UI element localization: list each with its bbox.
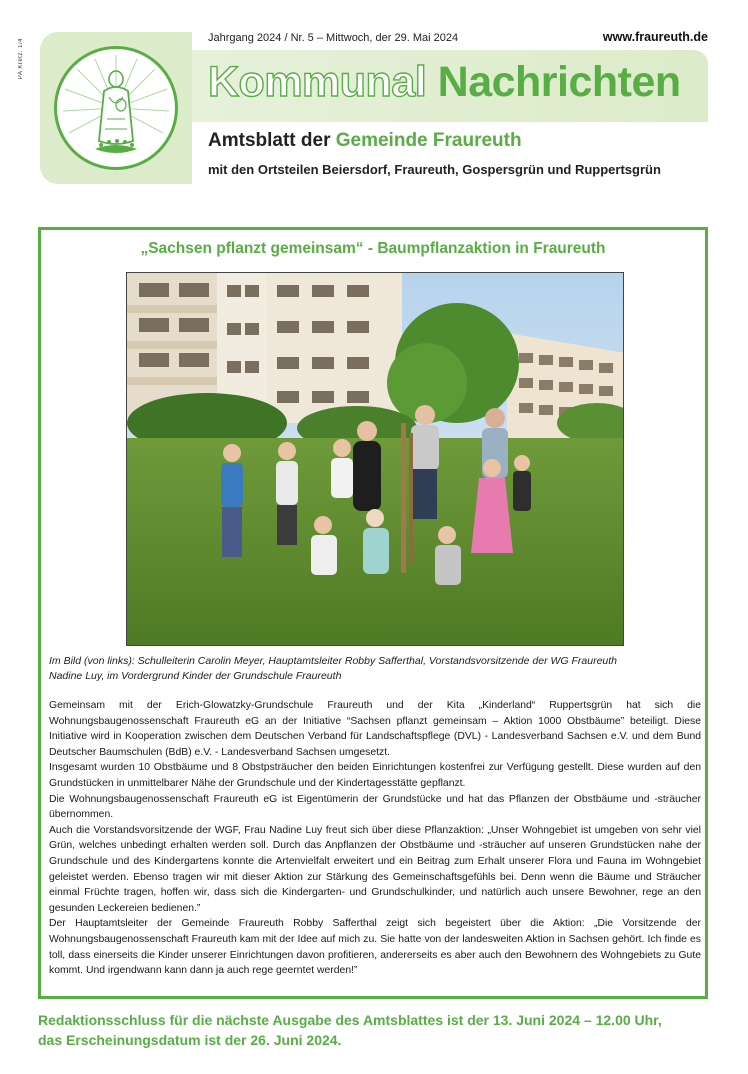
editorial-deadline-notice (38, 1010, 718, 1050)
article-box (38, 227, 708, 999)
caption-line: Nadine Luy, im Vordergrund Kinder der Grundschule Fraureuth (49, 670, 342, 682)
side-code: PA Kretz. 1/4 (18, 38, 24, 80)
masthead-title-part1: Kommunal (208, 58, 427, 106)
website-link[interactable]: www.fraureuth.de (602, 30, 708, 44)
subtitle-municipality: Gemeinde Fraureuth (335, 130, 522, 151)
masthead-subtitle (208, 130, 522, 152)
article-paragraph: Insgesamt wurden 10 Obstbäume und 8 Obstpsträucher den beiden Einrichtungen kostenfrei zur Verfügung gestellt. Diese wurden auf den Grundstücken in unmittelbarer Nähe der Grundschule und der Kindertagesstätte gepflanzt. (49, 762, 701, 789)
issue-line: Jahrgang 2024 / Nr. 5 – Mittwoch, der 29. Mai 2024 (208, 32, 459, 44)
deadline-line: das Erscheinungsdatum ist der 26. Juni 2024. (38, 1032, 342, 1048)
caption-line: Im Bild (von links): Schulleiterin Carolin Meyer, Hauptamtsleiter Robby Safferthal, Vorstandsvorsitzende der WG Fraureuth (49, 655, 618, 667)
article-paragraph: Gemeinsam mit der Erich-Glowatzky-Grundschule Fraureuth und der Kita „Kinderland“ Ruppertsgrün hat sich die Wohnungsbaugenossenschaft Fraureuth eG an der Initiative “Sachsen pflanzt gemeinsam – Aktion 1000 Obstbäume” beteiligt. Diese Initiative wird in Kooperation zwischen dem Deutschen Verband für Landschaftspflege (DVL) - Landesverband Sachsen e.V. und dem Bund Deutscher Baumschulen (BdB) e.V. - Landesverband Sachsen umgesetzt. (49, 700, 701, 758)
subtitle-prefix: Amtsblatt der (208, 130, 336, 151)
article-headline: „Sachsen pflanzt gemeinsam“ - Baumpflanzaktion in Fraureuth (140, 240, 606, 257)
article-paragraph: Der Hauptamtsleiter der Gemeinde Fraureuth Robby Safferthal zeigt sich begeistert über die Aktion: „Die Vorsitzende der Wohnungsbaugenossenschaft Fraureuth kam mit der Idee auf mich zu. Sie hatte von der landesweiten Aktion in Sachsen gehört. Ich finde es toll, dass einerseits die Kinder unserer Einrichtungen davon profitieren, andererseits es aber auch den Bewohnern des Wohngebiets zu Gute kommt. Und irgendwann kann dann ja auch rege geerntet werden!” (49, 918, 701, 977)
coat-of-arms-madonna-icon (54, 46, 178, 170)
article-body (49, 698, 701, 979)
article-paragraph: Die Wohnungsbaugenossenschaft Fraureuth eG ist Eigentümerin der Grundstücke und hat das Pflanzen der Obstbäume und -sträucher übernommen. (49, 793, 701, 821)
article-paragraph: Auch die Vorstandsvorsitzende der WGF, Frau Nadine Luy freut sich über diese Pflanzaktion: „Unser Wohngebiet ist umgeben von sehr viel Grün, welches unbedingt erhalten werden soll. Durch das Anpflanzen der Obstbäume und -sträucher auf unseren Grundstücken nahe der Grundschule und des Kindergartens konnte die Artenvielfalt erweitert und ein Beitrag zum Erhalt unserer Flora und Fauna im Wohngebiet geleistet werden. Ebenso tragen wir mit dieser Aktion zur Stärkung des Gemeinschaftsgefühls bei. Denn wenn die Bäume und Sträucher einmal Früchte tragen, hoffen wir, dass sich die Kindergarten- und Grundschulkinder, und natürlich auch unsere Bewohner, rege an den gesunden Leckereien bedienen.” (49, 824, 701, 914)
article-photo (126, 272, 624, 646)
logo-panel (40, 32, 192, 184)
districts-line: mit den Ortsteilen Beiersdorf, Fraureuth, Gospersgrün und Ruppertsgrün (208, 162, 661, 177)
masthead-title-part2: Nachrichten (437, 58, 681, 106)
deadline-line: Redaktionsschluss für die nächste Ausgabe des Amtsblattes ist der 13. Juni 2024 – 12.00 Uhr, (38, 1012, 662, 1028)
photo-caption (49, 654, 699, 684)
masthead-title (208, 58, 681, 107)
